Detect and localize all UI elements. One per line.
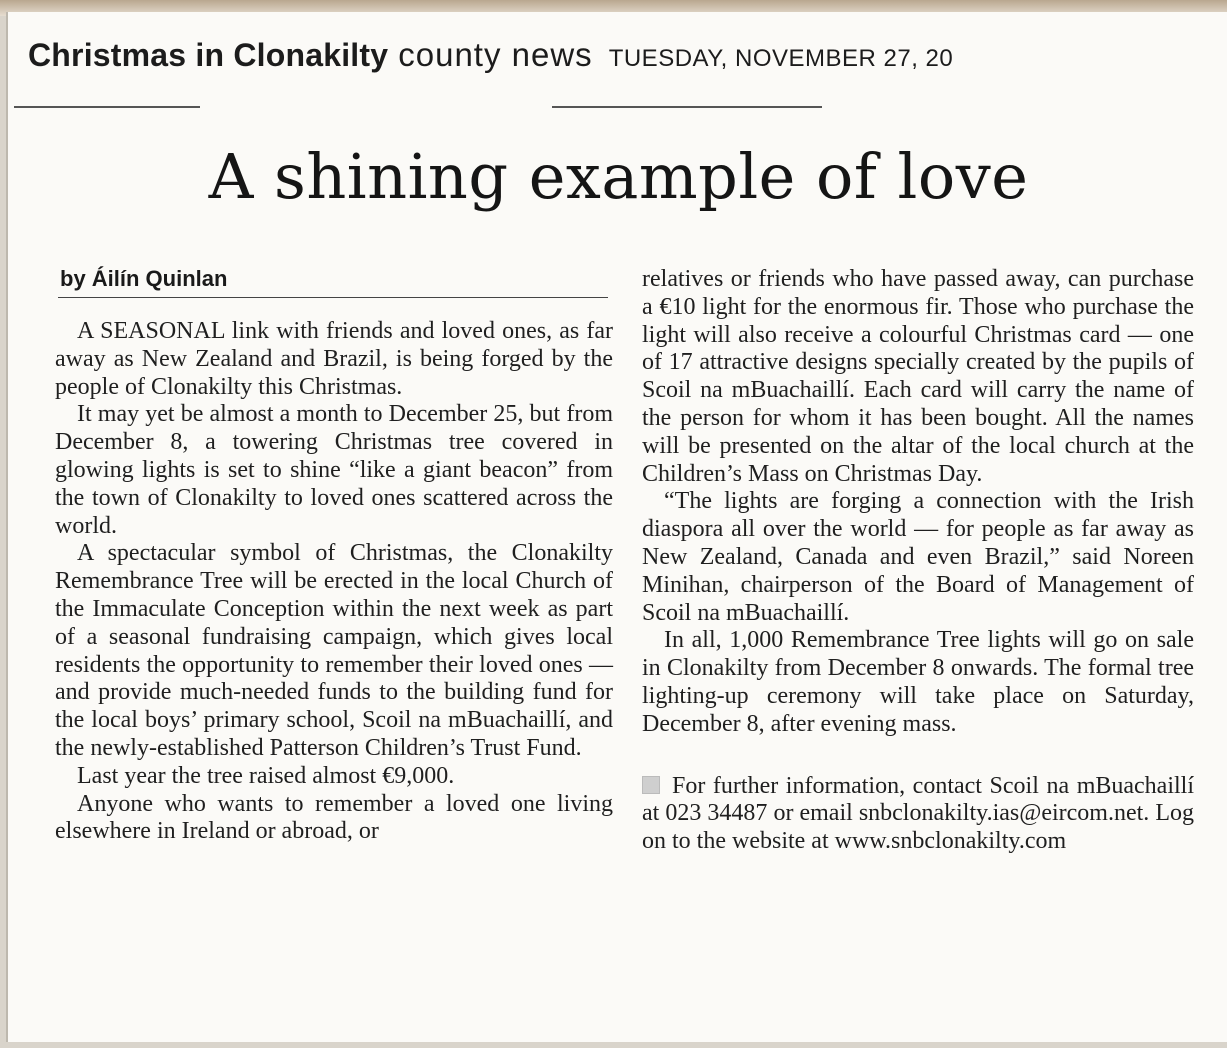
- paragraph: A spectacular symbol of Christmas, the Clonakilty Remembrance Tree will be erected in the local Church of the Immaculate Conception within the next week as part of a seasonal fundraising campaign, which gives local residents the opportunity to remember their loved ones — and provide much-needed funds to the building fund for the local boys’ primary school, Scoil na mBuachaillí, and the newly-established Patterson Children’s Trust Fund.: [55, 540, 613, 761]
- byline: by Áilín Quinlan: [60, 266, 228, 291]
- masthead-rule-left: [14, 106, 200, 108]
- byline-rule: [58, 297, 608, 298]
- paragraph: Last year the tree raised almost €9,000.: [77, 762, 455, 789]
- newspaper-clipping: [6, 12, 1227, 1042]
- contact-info: [642, 773, 1194, 856]
- paragraph: relatives or friends who have passed away, can purchase a €10 light for the enormous fir. Those who purchase the light will also receive a colourful Christmas card — one of 17 attractive designs specially created by the pupils of Scoil na mBuachaillí. Each card will carry the name of the person for whom it has been bought. All the names will be presented on the altar of the local church at the Children’s Mass on Christmas Day.: [642, 266, 1194, 487]
- issue-date: TUESDAY, NOVEMBER 27, 20: [608, 45, 954, 72]
- bullet-square-icon: [642, 776, 660, 794]
- contact-info-text: For further information, contact Scoil na mBuachaillí at 023 34487 or email snbclonakilty.ias@eircom.net. Log on to the website at www.snbclonakilty.com: [642, 772, 1194, 855]
- masthead-rule-right: [552, 106, 822, 108]
- paragraph: It may yet be almost a month to December 25, but from December 8, a towering Christmas tree covered in glowing lights is set to shine “like a giant beacon” from the town of Clonakilty to loved ones scattered across the world.: [55, 401, 613, 539]
- article-column-2: [642, 266, 1194, 856]
- section-title: Christmas in Clonakilty: [28, 37, 389, 73]
- paragraph: “The lights are forging a connection with the Irish diaspora all over the world — for people as far away as New Zealand, Canada and even Brazil,” said Noreen Minihan, chairperson of the Board of Management of Scoil na mBuachaillí.: [642, 488, 1194, 626]
- paper-name: county news: [398, 36, 593, 73]
- headline: A shining example of love: [208, 140, 1029, 213]
- paragraph: Anyone who wants to remember a loved one living elsewhere in Ireland or abroad, or: [55, 790, 613, 845]
- paragraph: A SEASONAL link with friends and loved ones, as far away as New Zealand and Brazil, is being forged by the people of Clonakilty this Christmas.: [55, 318, 613, 400]
- paragraph: In all, 1,000 Remembrance Tree lights will go on sale in Clonakilty from December 8 onwards. The formal tree lighting-up ceremony will take place on Saturday, December 8, after evening mass.: [642, 627, 1194, 737]
- masthead: [28, 36, 953, 74]
- article-column-1: [55, 318, 613, 846]
